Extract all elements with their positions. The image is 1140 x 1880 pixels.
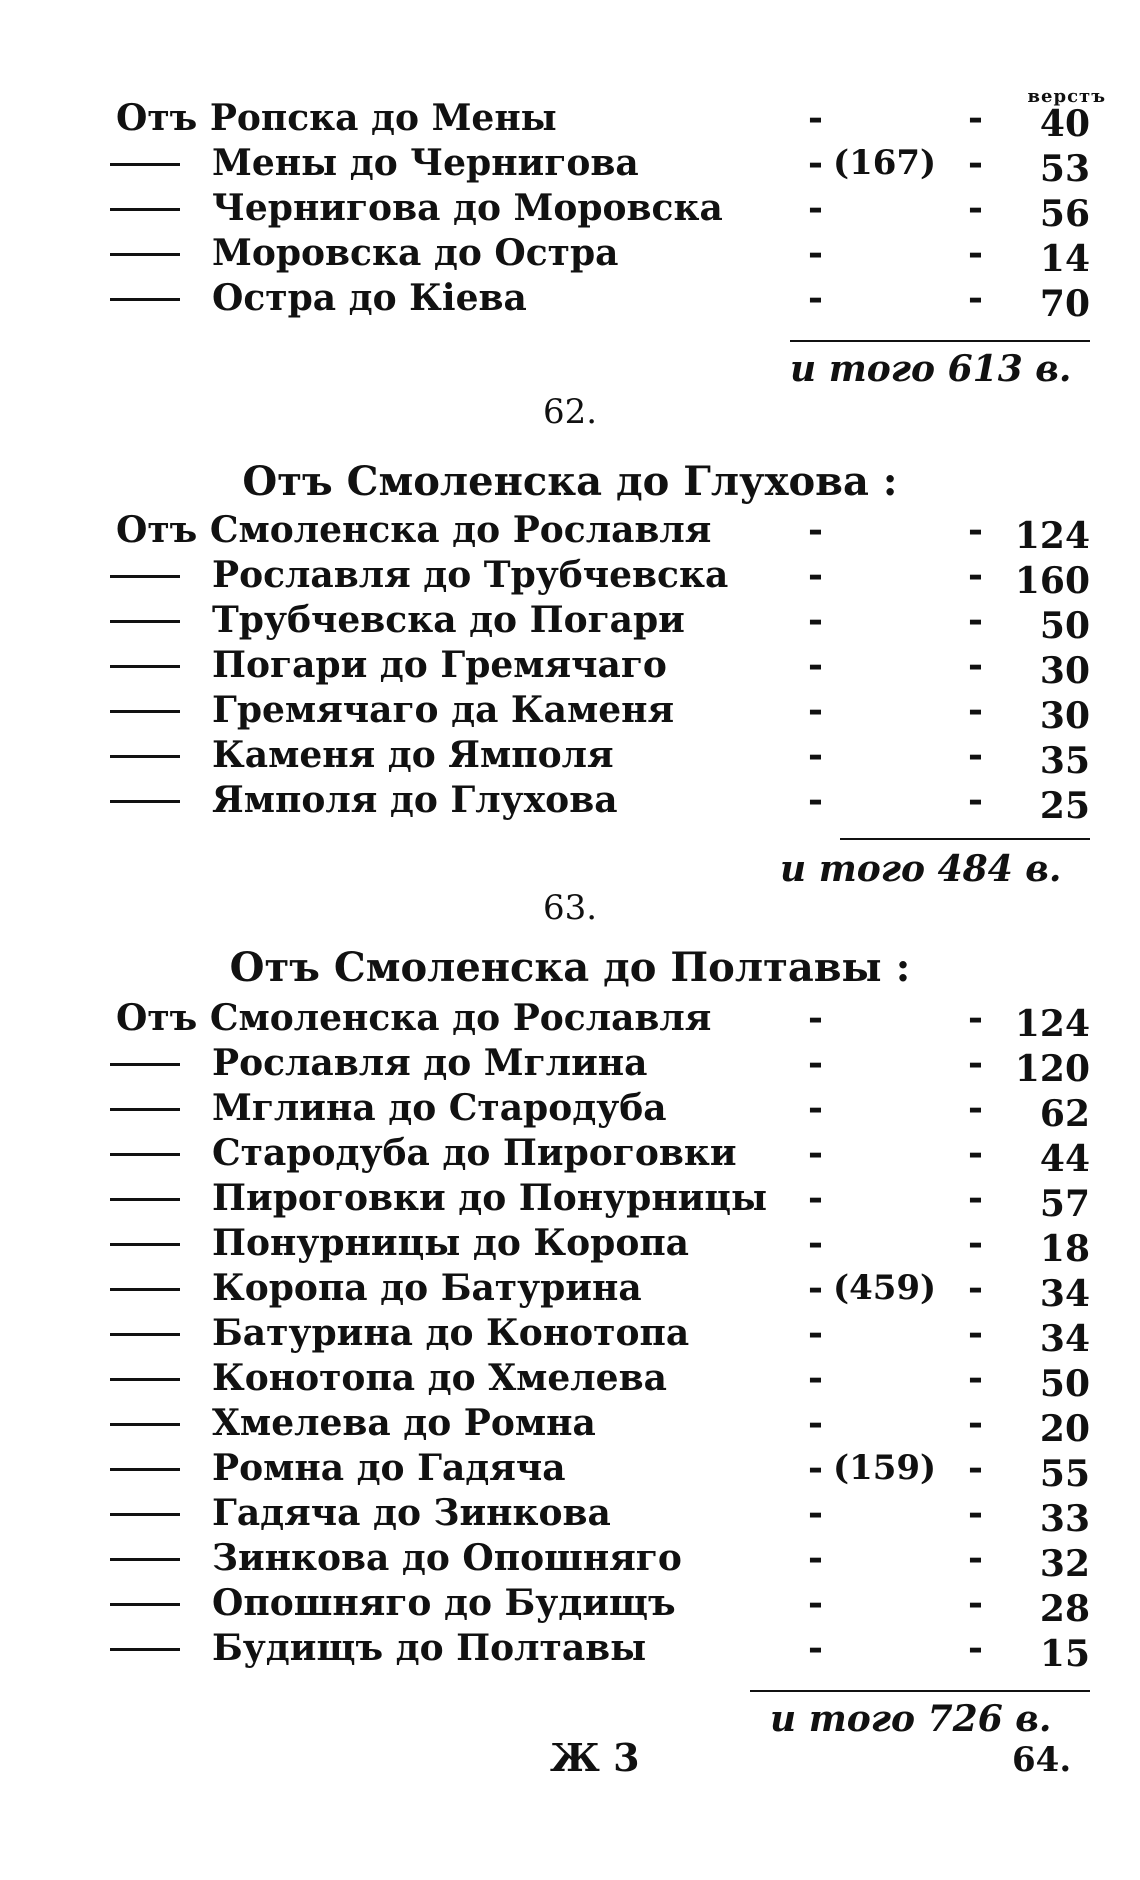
route-text: Зинкова до Опошняго bbox=[212, 1537, 682, 1579]
route-row bbox=[0, 1131, 1140, 1180]
route-row bbox=[0, 1266, 1140, 1315]
route-row bbox=[0, 1446, 1140, 1495]
section-heading: Отъ Смоленска до Глухова : bbox=[242, 458, 898, 505]
distance-value: 20 bbox=[1039, 1408, 1090, 1450]
distance-value: 160 bbox=[1014, 560, 1090, 602]
distance-value: 57 bbox=[1039, 1183, 1090, 1225]
route-text: Опошняго до Будищъ bbox=[212, 1582, 676, 1624]
route-row bbox=[0, 1581, 1140, 1630]
cumulative-distance: (459) bbox=[833, 1268, 937, 1308]
route-text: Мены до Чернигова bbox=[212, 142, 639, 184]
sum-rule bbox=[750, 1690, 1090, 1692]
route-text: Будищъ до Полтавы bbox=[212, 1627, 647, 1669]
route-text: Чернигова до Моровска bbox=[212, 187, 723, 229]
leader-mark: - bbox=[808, 277, 823, 319]
leader-mark: - bbox=[968, 1087, 983, 1129]
distance-value: 50 bbox=[1039, 1363, 1090, 1405]
route-total: и того 613 в. bbox=[790, 348, 1072, 390]
route-row bbox=[0, 778, 1140, 827]
distance-value: 33 bbox=[1039, 1498, 1090, 1540]
leader-mark: - bbox=[808, 1627, 823, 1669]
leader-mark: - bbox=[808, 1132, 823, 1174]
leader-mark: - bbox=[968, 1312, 983, 1354]
distance-value: 32 bbox=[1039, 1543, 1090, 1585]
leader-mark: - bbox=[968, 187, 983, 229]
distance-value: 56 bbox=[1039, 193, 1090, 235]
leader-mark: - bbox=[968, 599, 983, 641]
catchword: 64. bbox=[1012, 1740, 1072, 1780]
route-total: и того 484 в. bbox=[780, 848, 1062, 890]
ditto-dash bbox=[110, 253, 180, 256]
distance-value: 53 bbox=[1039, 148, 1090, 190]
route-text: Моровска до Остра bbox=[212, 232, 619, 274]
sum-rule bbox=[790, 340, 1090, 342]
leader-mark: - bbox=[968, 554, 983, 596]
leader-mark: - bbox=[968, 997, 983, 1039]
route-text: Каменя до Ямполя bbox=[212, 734, 614, 776]
distance-value: 62 bbox=[1039, 1093, 1090, 1135]
route-text: Рославля до Трубчевска bbox=[212, 554, 729, 596]
leader-mark: - bbox=[808, 1357, 823, 1399]
distance-value: 34 bbox=[1039, 1273, 1090, 1315]
ditto-dash bbox=[110, 208, 180, 211]
leader-mark: - bbox=[808, 779, 823, 821]
distance-value: 28 bbox=[1039, 1588, 1090, 1630]
leader-mark: - bbox=[968, 779, 983, 821]
distance-value: 55 bbox=[1039, 1453, 1090, 1495]
route-row bbox=[0, 1356, 1140, 1405]
distance-value: 14 bbox=[1039, 238, 1090, 280]
route-row bbox=[0, 1311, 1140, 1360]
route-row bbox=[0, 733, 1140, 782]
route-text: Рославля до Мглина bbox=[212, 1042, 648, 1084]
leader-mark: - bbox=[808, 599, 823, 641]
distance-value: 30 bbox=[1039, 650, 1090, 692]
route-row bbox=[0, 186, 1140, 235]
leader-mark: - bbox=[968, 1402, 983, 1444]
route-row bbox=[0, 598, 1140, 647]
route-row bbox=[0, 553, 1140, 602]
route-row bbox=[0, 508, 1140, 557]
unit-label: верстъ bbox=[1027, 86, 1106, 107]
ditto-dash bbox=[110, 1333, 180, 1336]
ditto-dash bbox=[110, 1063, 180, 1066]
ditto-dash bbox=[110, 298, 180, 301]
leader-mark: - bbox=[808, 187, 823, 229]
route-section bbox=[0, 508, 1140, 827]
distance-value: 15 bbox=[1039, 1633, 1090, 1675]
ditto-dash bbox=[110, 1648, 180, 1651]
leader-mark: - bbox=[968, 97, 983, 139]
leader-mark: - bbox=[808, 1267, 823, 1309]
leader-mark: - bbox=[808, 997, 823, 1039]
leader-mark: - bbox=[808, 1492, 823, 1534]
distance-value: 124 bbox=[1014, 1003, 1090, 1045]
route-text: Батурина до Конотопа bbox=[212, 1312, 690, 1354]
route-total: и того 726 в. bbox=[770, 1698, 1052, 1740]
ditto-dash bbox=[110, 1198, 180, 1201]
ditto-dash bbox=[110, 710, 180, 713]
leader-mark: - bbox=[968, 1537, 983, 1579]
leader-mark: - bbox=[808, 1582, 823, 1624]
ditto-dash bbox=[110, 1378, 180, 1381]
distance-value: 44 bbox=[1039, 1138, 1090, 1180]
signature-mark: Ж 3 bbox=[550, 1735, 640, 1780]
leader-mark: - bbox=[968, 1042, 983, 1084]
ditto-dash bbox=[110, 575, 180, 578]
route-text: Стародуба до Пироговки bbox=[212, 1132, 737, 1174]
ditto-dash bbox=[110, 1423, 180, 1426]
leader-mark: - bbox=[808, 734, 823, 776]
leader-mark: - bbox=[968, 1357, 983, 1399]
route-row bbox=[0, 141, 1140, 190]
leader-mark: - bbox=[968, 734, 983, 776]
route-row bbox=[0, 276, 1140, 325]
distance-value: 40 bbox=[1039, 103, 1090, 145]
route-row bbox=[0, 643, 1140, 692]
leader-mark: - bbox=[808, 142, 823, 184]
leader-mark: - bbox=[968, 232, 983, 274]
ditto-dash bbox=[110, 1603, 180, 1606]
ditto-dash bbox=[110, 665, 180, 668]
leader-mark: - bbox=[968, 1222, 983, 1264]
route-row bbox=[0, 1536, 1140, 1585]
leader-mark: - bbox=[968, 1447, 983, 1489]
route-text: Гадяча до Зинкова bbox=[212, 1492, 611, 1534]
leader-mark: - bbox=[808, 1447, 823, 1489]
leader-mark: - bbox=[968, 1177, 983, 1219]
sum-rule bbox=[840, 838, 1090, 840]
route-row bbox=[0, 688, 1140, 737]
ditto-dash bbox=[110, 1513, 180, 1516]
route-row bbox=[0, 1041, 1140, 1090]
leader-mark: - bbox=[968, 1492, 983, 1534]
route-text: Отъ Смоленска до Рославля bbox=[116, 997, 712, 1039]
route-text: Конотопа до Хмелева bbox=[212, 1357, 667, 1399]
ditto-dash bbox=[110, 1288, 180, 1291]
route-text: Отъ Смоленска до Рославля bbox=[116, 509, 712, 551]
ditto-dash bbox=[110, 1108, 180, 1111]
cumulative-distance: (167) bbox=[833, 143, 937, 183]
ditto-dash bbox=[110, 755, 180, 758]
route-text: Остра до Кіева bbox=[212, 277, 527, 319]
section-number: 62. bbox=[542, 392, 598, 432]
route-row bbox=[0, 1491, 1140, 1540]
leader-mark: - bbox=[968, 644, 983, 686]
ditto-dash bbox=[110, 1243, 180, 1246]
distance-value: 120 bbox=[1014, 1048, 1090, 1090]
ditto-dash bbox=[110, 1153, 180, 1156]
cumulative-distance: (159) bbox=[833, 1448, 937, 1488]
leader-mark: - bbox=[968, 1267, 983, 1309]
route-row bbox=[0, 1626, 1140, 1675]
leader-mark: - bbox=[808, 1177, 823, 1219]
distance-value: 18 bbox=[1039, 1228, 1090, 1270]
distance-value: 30 bbox=[1039, 695, 1090, 737]
distance-value: 70 bbox=[1039, 283, 1090, 325]
leader-mark: - bbox=[968, 142, 983, 184]
leader-mark: - bbox=[808, 509, 823, 551]
route-text: Ямполя до Глухова bbox=[212, 779, 618, 821]
leader-mark: - bbox=[808, 1312, 823, 1354]
ditto-dash bbox=[110, 1468, 180, 1471]
distance-value: 124 bbox=[1014, 515, 1090, 557]
leader-mark: - bbox=[808, 97, 823, 139]
route-text: Хмелева до Ромна bbox=[212, 1402, 596, 1444]
route-text: Трубчевска до Погари bbox=[212, 599, 685, 641]
route-row bbox=[0, 1176, 1140, 1225]
distance-value: 50 bbox=[1039, 605, 1090, 647]
leader-mark: - bbox=[808, 644, 823, 686]
route-text: Пироговки до Понурницы bbox=[212, 1177, 768, 1219]
leader-mark: - bbox=[808, 554, 823, 596]
route-text: Погари до Гремячаго bbox=[212, 644, 667, 686]
route-text: Понурницы до Коропа bbox=[212, 1222, 689, 1264]
leader-mark: - bbox=[808, 1537, 823, 1579]
ditto-dash bbox=[110, 163, 180, 166]
route-row bbox=[0, 1401, 1140, 1450]
leader-mark: - bbox=[968, 1132, 983, 1174]
route-text: Мглина до Стародуба bbox=[212, 1087, 667, 1129]
route-row bbox=[0, 1221, 1140, 1270]
route-row bbox=[0, 996, 1140, 1045]
leader-mark: - bbox=[808, 1042, 823, 1084]
distance-value: 34 bbox=[1039, 1318, 1090, 1360]
ditto-dash bbox=[110, 800, 180, 803]
ditto-dash bbox=[110, 1558, 180, 1561]
leader-mark: - bbox=[808, 689, 823, 731]
route-row bbox=[0, 1086, 1140, 1135]
leader-mark: - bbox=[968, 689, 983, 731]
leader-mark: - bbox=[808, 1087, 823, 1129]
leader-mark: - bbox=[968, 277, 983, 319]
route-text: Отъ Ропска до Мены bbox=[116, 97, 557, 139]
ditto-dash bbox=[110, 620, 180, 623]
leader-mark: - bbox=[968, 509, 983, 551]
distance-value: 25 bbox=[1039, 785, 1090, 827]
leader-mark: - bbox=[968, 1627, 983, 1669]
section-number: 63. bbox=[542, 888, 598, 928]
leader-mark: - bbox=[808, 232, 823, 274]
distance-value: 35 bbox=[1039, 740, 1090, 782]
route-section bbox=[0, 96, 1140, 325]
leader-mark: - bbox=[808, 1402, 823, 1444]
section-heading: Отъ Смоленска до Полтавы : bbox=[229, 944, 911, 991]
route-text: Ромна до Гадяча bbox=[212, 1447, 566, 1489]
route-row bbox=[0, 96, 1140, 145]
route-text: Гремячаго да Каменя bbox=[212, 689, 675, 731]
leader-mark: - bbox=[808, 1222, 823, 1264]
route-row bbox=[0, 231, 1140, 280]
route-section bbox=[0, 996, 1140, 1675]
route-text: Коропа до Батурина bbox=[212, 1267, 642, 1309]
leader-mark: - bbox=[968, 1582, 983, 1624]
